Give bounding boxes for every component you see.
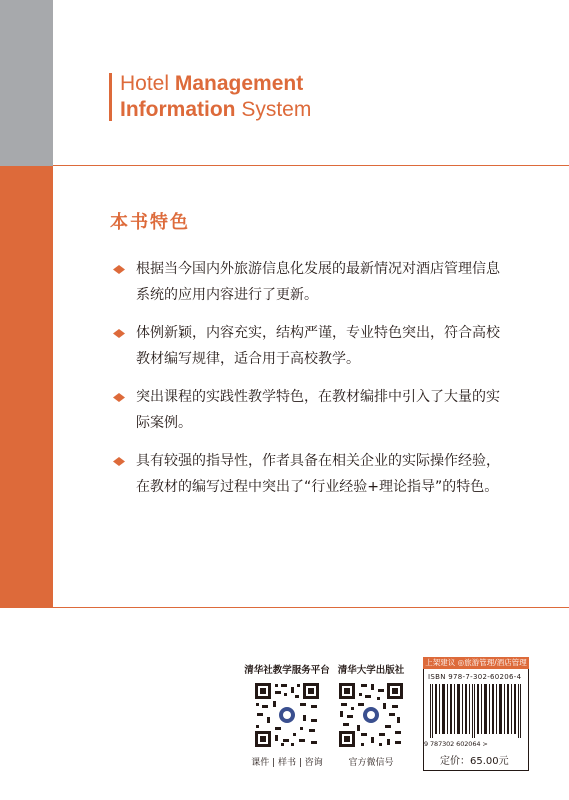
cover-orange-band <box>0 166 53 608</box>
feature-text: 具有较强的指导性，作者具备在相关企业的实际操作经验，在教材的编写过程中突出了“行业经验+理论指导”的特色。 <box>136 453 500 495</box>
title-word-system: System <box>235 98 312 121</box>
features-heading: 本书特色 <box>110 212 190 233</box>
feature-item <box>111 321 501 372</box>
title-word-information: Information <box>120 98 236 121</box>
qr-code-icon[interactable] <box>253 681 321 749</box>
barcode-digits: 9 787302 602064 > <box>424 740 488 748</box>
feature-item <box>111 385 501 436</box>
qr-caption: 清华大学出版社 <box>337 665 405 676</box>
diamond-bullet-icon <box>113 329 125 338</box>
title-accent-bar <box>109 73 112 121</box>
isbn-number: ISBN 978-7-302-60206-4 <box>428 673 522 681</box>
feature-item <box>111 449 501 500</box>
qr-caption: 清华社教学服务平台 <box>244 665 330 676</box>
shelving-suggestion-tag: 上架建议 ◎旅游管理/酒店管理 <box>423 657 529 669</box>
bottom-divider <box>53 607 569 608</box>
feature-text: 突出课程的实践性教学特色，在教材编排中引入了大量的实际案例。 <box>136 389 500 431</box>
cover-grey-band <box>0 0 53 166</box>
diamond-bullet-icon <box>113 265 125 274</box>
feature-text: 体例新颖，内容充实，结构严谨，专业特色突出，符合高校教材编写规律，适合用于高校教学。 <box>136 325 500 367</box>
qr-subcaption: 官方微信号 <box>348 758 394 768</box>
price-label: 定价：65.00元 <box>440 756 509 767</box>
diamond-bullet-icon <box>113 393 125 402</box>
title-word-management: Management <box>174 72 304 95</box>
qr-code-icon[interactable] <box>337 681 405 749</box>
qr-block-teaching-platform <box>243 662 331 768</box>
title-word-hotel: Hotel <box>120 72 175 95</box>
top-divider <box>53 165 569 166</box>
diamond-bullet-icon <box>113 457 125 466</box>
qr-subcaption: 课件 | 样书 | 咨询 <box>251 758 323 768</box>
features-list <box>111 257 501 513</box>
feature-item <box>111 257 501 308</box>
book-english-title <box>120 71 311 123</box>
feature-text: 根据当今国内外旅游信息化发展的最新情况对酒店管理信息系统的应用内容进行了更新。 <box>136 261 500 303</box>
qr-block-wechat-official <box>327 662 415 768</box>
barcode-icon <box>430 684 522 738</box>
